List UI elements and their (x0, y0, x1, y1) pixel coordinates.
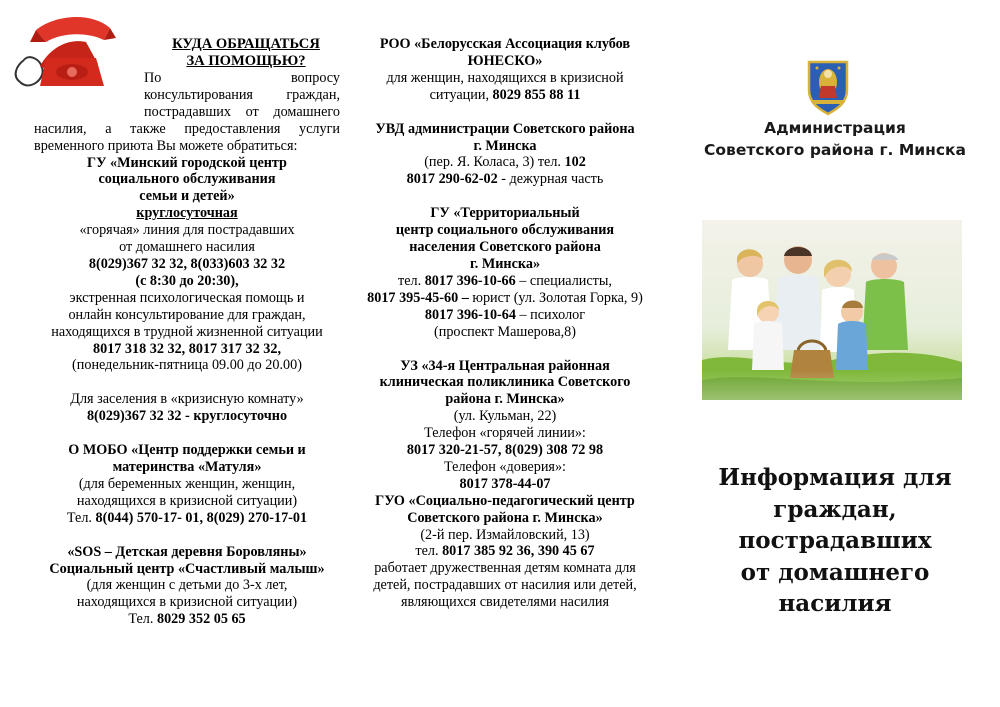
intro-line: временного приюта Вы можете обратиться: (34, 137, 298, 154)
uz-name: УЗ «34-я Центральная районная (400, 357, 610, 374)
uvd-name: УВД администрации Советского района (375, 120, 635, 137)
mobo-phones: 8(044) 570-17- 01, 8(029) 270-17-01 (95, 509, 308, 526)
uvd-phone: 8017 290-62-02 (406, 171, 498, 188)
tc-role: – специалисты, (519, 272, 612, 289)
info-title-line: пострадавших (738, 527, 932, 554)
psy-help-text: находящихся в трудной жизненной ситуации (51, 323, 323, 340)
info-title-line: насилия (778, 590, 892, 617)
roo-desc: для женщин, находящихся в кризисной (386, 69, 624, 86)
info-title-line: граждан, (773, 495, 897, 523)
uz-name: района г. Минска» (445, 391, 565, 408)
sos-desc: (для женщин с детьми до 3-х лет, (86, 577, 288, 594)
mobo-desc: (для беременных женщин, женщин, (78, 475, 296, 492)
roo-desc-text: ситуации, (429, 86, 489, 103)
hotline-hours: (с 8:30 до 20:30), (135, 272, 239, 289)
roo-name: ЮНЕСКО» (467, 52, 543, 69)
gu-center-name: семьи и детей» (139, 188, 235, 205)
tc-phone-line (352, 273, 658, 290)
guo-desc: детей, пострадавших от насилия или детей, (373, 577, 637, 594)
hotline-phones: 8(029)367 32 32, 8(033)603 32 32 (88, 255, 286, 272)
psy-help-text: экстренная психологическая помощь и (69, 289, 305, 306)
tc-role: – психолог (519, 306, 586, 323)
mobo-desc: находящихся в кризисной ситуации) (76, 492, 298, 509)
uz-trust-label: Телефон «доверия»: (444, 458, 566, 475)
guo-phone-line (352, 543, 658, 560)
tc-address: (проспект Машерова,8) (434, 323, 576, 340)
guo-phones: 8017 385 92 36, 390 45 67 (442, 543, 595, 560)
tc-phone: 8017 395-45-60 – (367, 289, 469, 306)
administration-title (690, 117, 980, 161)
sos-tel (34, 611, 340, 628)
left-column (34, 36, 340, 628)
psy-phones: 8017 318 32 32, 8017 317 32 32, (93, 340, 281, 357)
tel-label: Тел. (128, 611, 154, 628)
tc-phone-line (352, 290, 658, 307)
tc-phone: 8017 396-10-64 (424, 306, 516, 323)
tc-name: г. Минска» (469, 255, 541, 272)
telephone-icon (6, 8, 116, 88)
tc-phone: 8017 396-10-66 (424, 272, 516, 289)
sos-name: Социальный центр «Счастливый малыш» (49, 560, 325, 577)
crisis-room-text: Для заселения в «кризисную комнату» (70, 391, 304, 408)
sos-phone: 8029 352 05 65 (156, 611, 246, 628)
psy-help-text: онлайн консультирование для граждан, (68, 306, 306, 323)
sos-name: «SOS – Детская деревня Боровляны» (67, 543, 307, 560)
coat-of-arms-icon (805, 58, 851, 116)
guo-name: ГУО «Социально-педагогический центр (375, 492, 635, 509)
hotline-text: «горячая» линия для пострадавших (79, 222, 295, 239)
help-heading-line1: КУДА ОБРАЩАТЬСЯ (172, 36, 320, 52)
help-heading-line2: ЗА ПОМОЩЬЮ? (186, 53, 306, 69)
round-the-clock-label: круглосуточная (136, 205, 238, 222)
middle-column (352, 36, 658, 611)
tel-label: тел. (415, 543, 439, 560)
mobo-name: О МОБО «Центр поддержки семьи и (68, 442, 306, 459)
psy-hours: (понедельник-пятница 09.00 до 20.00) (72, 357, 302, 374)
uvd-address-text: (пер. Я. Коласа, 3) тел. (424, 154, 561, 171)
roo-phone: 8029 855 88 11 (492, 86, 581, 103)
guo-name: Советского района г. Минска» (407, 509, 603, 526)
admin-line: Советского района г. Минска (703, 141, 966, 159)
tc-phone-line (352, 307, 658, 324)
mobo-tel (34, 510, 340, 527)
uz-hotline-label: Телефон «горячей линии»: (424, 425, 586, 442)
hotline-text: от домашнего насилия (119, 239, 255, 256)
intro-line: пострадавших от домашнего (144, 103, 340, 120)
mobo-name: материнства «Матуля» (112, 459, 262, 476)
guo-desc: являющихся свидетелями насилия (400, 594, 610, 611)
tc-name: ГУ «Территориальный (430, 205, 580, 222)
info-title (690, 462, 980, 620)
uz-name: клиническая поликлиника Советского (379, 374, 631, 391)
tc-name: центр социального обслуживания (395, 222, 615, 239)
gu-center-name: ГУ «Минский городской центр (87, 154, 287, 171)
info-title-line: Информация для (718, 464, 952, 491)
info-title-line: от домашнего (740, 558, 930, 586)
intro-line (144, 70, 340, 87)
sos-desc: находящихся в кризисной ситуации) (76, 594, 298, 611)
uz-address: (ул. Кульман, 22) (453, 408, 557, 425)
tel-label: тел. (398, 272, 422, 289)
tc-name: населения Советского района (409, 239, 601, 256)
intro-line: насилия, а также предоставления услуги (34, 120, 340, 137)
uvd-short-phone: 102 (564, 154, 586, 171)
tel-label: Тел. (66, 509, 92, 526)
uvd-duty (352, 171, 658, 188)
tc-role: юрист (ул. Золотая Горка, 9) (472, 289, 643, 306)
guo-desc: работает дружественная детям комната для (374, 560, 636, 577)
uz-hotline-phones: 8017 320-21-57, 8(029) 308 72 98 (406, 442, 604, 459)
guo-address: (2-й пер. Измайловский, 13) (420, 526, 590, 543)
uvd-address (352, 154, 658, 171)
intro-word: вопросу (290, 70, 340, 86)
roo-name: РОО «Белорусская Ассоциация клубов (379, 36, 631, 52)
uz-trust-phone: 8017 378-44-07 (459, 475, 551, 492)
intro-line: консультирования граждан, (144, 86, 340, 103)
intro-word: По (144, 70, 162, 86)
uvd-name: г. Минска (473, 137, 537, 154)
uvd-duty-text: - дежурная часть (501, 171, 604, 188)
roo-desc (352, 87, 658, 104)
admin-line: Администрация (764, 119, 906, 137)
crisis-room-phone: 8(029)367 32 32 - круглосуточно (86, 408, 288, 425)
family-photo (702, 220, 962, 460)
gu-center-name: социального обслуживания (98, 171, 276, 188)
